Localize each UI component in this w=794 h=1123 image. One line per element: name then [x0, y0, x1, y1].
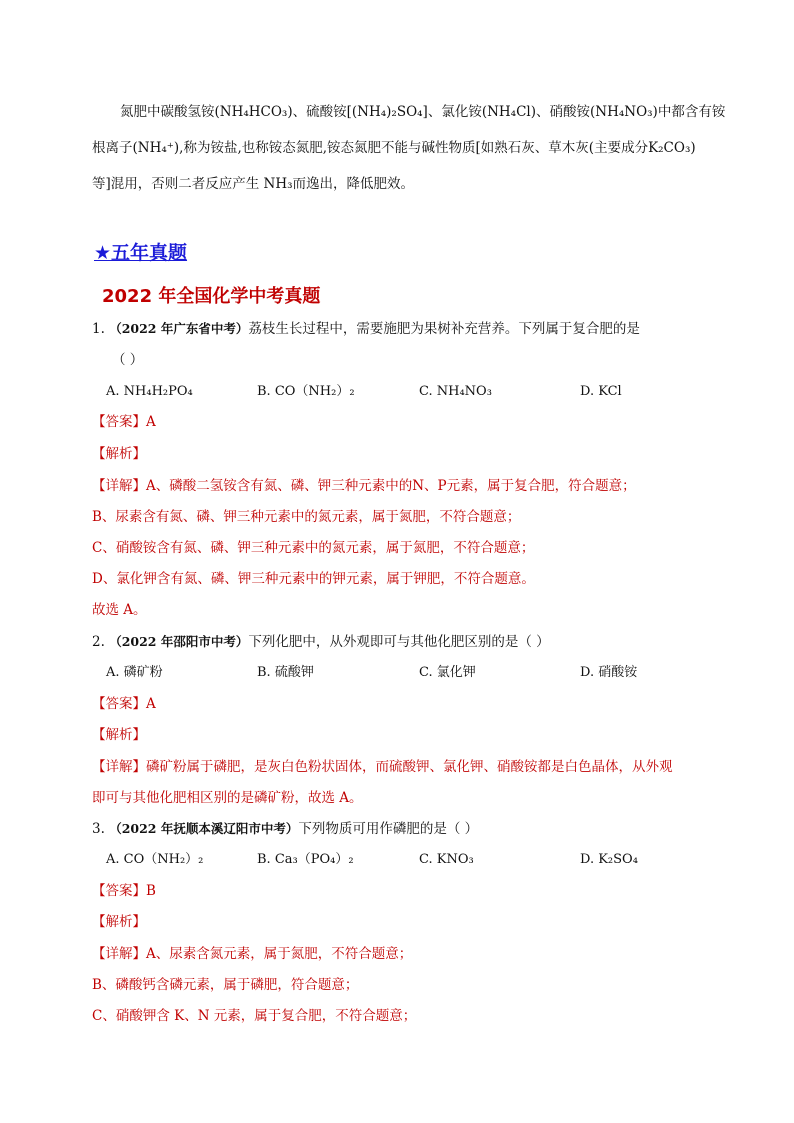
detail-line: C、硝酸钾含 K、N 元素，属于复合肥，不符合题意； — [92, 1008, 417, 1024]
detail-line: 【详解】A、尿素含氮元素，属于氮肥，不符合题意； — [92, 946, 413, 962]
option-c: C. 氯化钾 — [419, 665, 476, 680]
intro-line-1: 氮肥中碳酸氢铵(NH₄HCO₃)、硫酸铵[(NH₄)₂SO₄]、氯化铵(NH₄Cl)、硝酸铵(NH₄NO₃)中都含有铵 — [120, 104, 726, 120]
intro-line-3: 等]混用，否则二者反应产生 NH₃而逸出，降低肥效。 — [92, 176, 415, 192]
detail-line: B、尿素含有氮、磷、钾三种元素中的氮元素，属于氮肥，不符合题意； — [92, 509, 521, 525]
analysis-label: 【解析】 — [92, 727, 146, 743]
answer-label: 【答案】A — [92, 696, 156, 712]
option-b: B. CO（NH₂）₂ — [257, 384, 355, 399]
detail-line: 即可与其他化肥相区别的是磷矿粉，故选 A。 — [92, 790, 363, 806]
section-title: ★五年真题 — [94, 242, 188, 264]
option-b: B. 硫酸钾 — [257, 665, 314, 680]
option-d: D. KCl — [580, 384, 622, 399]
detail-line: B、磷酸钙含磷元素，属于磷肥，符合题意； — [92, 977, 359, 993]
detail-line: C、硝酸铵含有氮、磷、钾三种元素中的氮元素，属于氮肥，不符合题意； — [92, 540, 535, 556]
answer-paren: （ ） — [112, 352, 144, 368]
detail-line: D、氯化钾含有氮、磷、钾三种元素中的钾元素，属于钾肥，不符合题意。 — [92, 571, 535, 587]
option-d: D. 硝酸铵 — [580, 665, 638, 680]
conclusion: 故选 A。 — [92, 602, 147, 618]
analysis-label: 【解析】 — [92, 914, 146, 930]
option-a: A. CO（NH₂）₂ — [106, 852, 204, 867]
question-stem: 荔枝生长过程中，需要施肥为果树补充营养。下列属于复合肥的是 — [248, 321, 640, 337]
subsection-title: 2022 年全国化学中考真题 — [102, 286, 321, 307]
option-c: C. NH₄NO₃ — [419, 384, 492, 399]
question-stem: 下列化肥中，从外观即可与其他化肥区别的是（ ） — [248, 634, 550, 650]
analysis-label: 【解析】 — [92, 446, 146, 462]
question-1 — [92, 320, 640, 338]
question-source: （2022 年广东省中考） — [109, 321, 249, 336]
option-a: A. 磷矿粉 — [106, 665, 163, 680]
detail-line: 【详解】磷矿粉属于磷肥，是灰白色粉状固体，而硫酸钾、氯化钾、硝酸铵都是白色晶体，从外观 — [92, 759, 673, 775]
question-2 — [92, 633, 550, 651]
answer-label: 【答案】A — [92, 414, 156, 430]
question-source: （2022 年邵阳市中考） — [109, 634, 249, 649]
question-number: 1. — [92, 321, 105, 337]
question-source: （2022 年抚顺本溪辽阳市中考） — [109, 821, 299, 836]
answer-label: 【答案】B — [92, 883, 156, 899]
question-stem: 下列物质可用作磷肥的是（ ） — [298, 821, 479, 837]
intro-line-2: 根离子(NH₄⁺),称为铵盐,也称铵态氮肥,铵态氮肥不能与碱性物质[如熟石灰、草木灰(主要成分K₂CO₃) — [92, 140, 696, 156]
option-a: A. NH₄H₂PO₄ — [106, 384, 193, 399]
detail-line: 【详解】A、磷酸二氢铵含有氮、磷、钾三种元素中的N、P元素，属于复合肥，符合题意； — [92, 478, 636, 494]
question-3 — [92, 820, 478, 838]
option-d: D. K₂SO₄ — [580, 852, 638, 867]
option-b: B. Ca₃（PO₄）₂ — [257, 852, 354, 867]
question-number: 2. — [92, 634, 105, 650]
option-c: C. KNO₃ — [419, 852, 474, 867]
question-number: 3. — [92, 821, 105, 837]
